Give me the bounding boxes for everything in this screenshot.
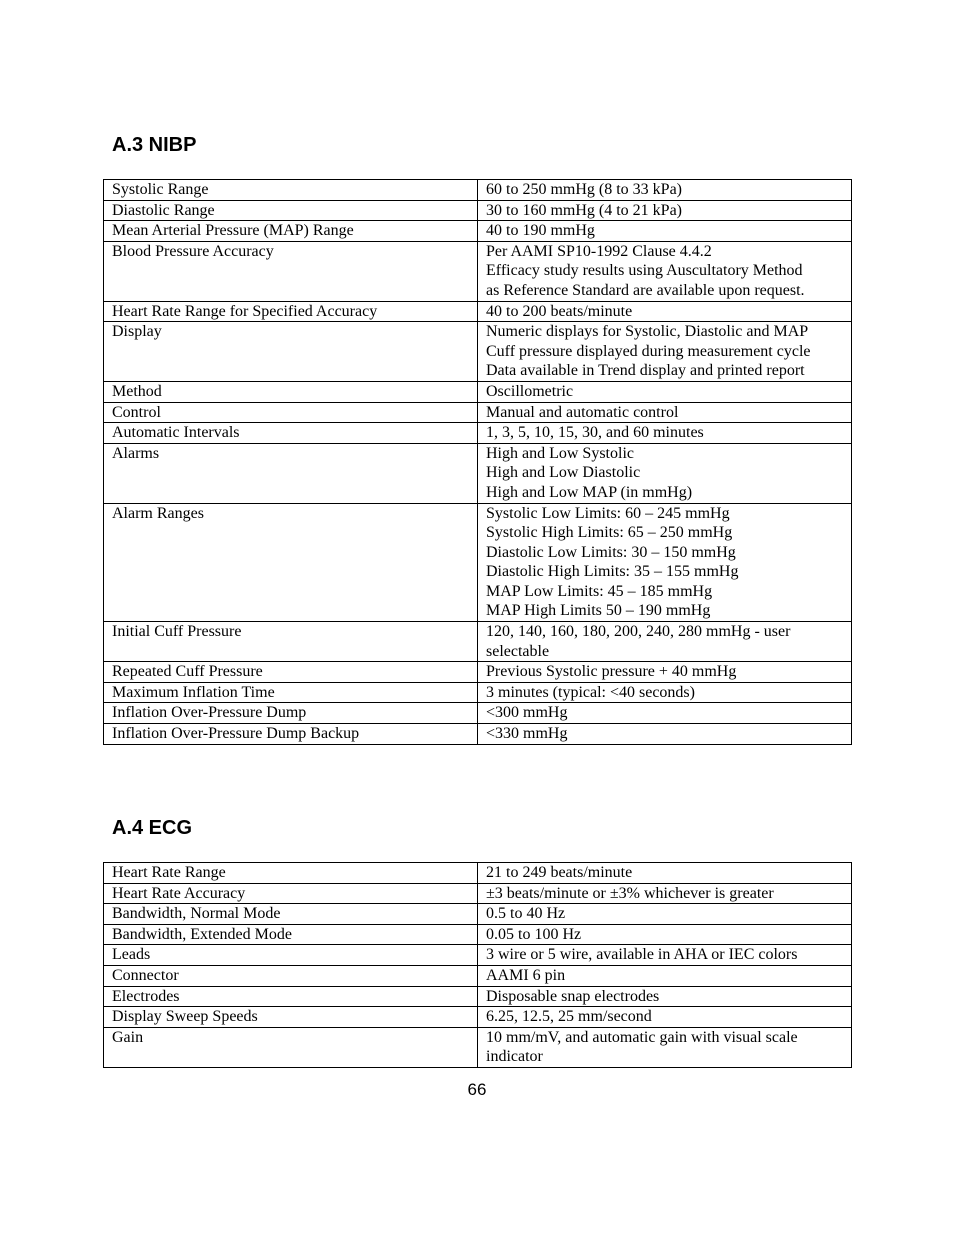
table-row — [104, 503, 852, 622]
spec-value — [478, 180, 852, 201]
spec-value-line: 1, 3, 5, 10, 15, 30, and 60 minutes — [486, 424, 704, 442]
spec-label: Heart Rate Range — [104, 863, 478, 884]
spec-label: Electrodes — [104, 986, 478, 1007]
spec-value-line: 0.5 to 40 Hz — [486, 905, 566, 923]
spec-value-line: Numeric displays for Systolic, Diastolic and MAP — [486, 323, 809, 341]
spec-value-line: Per AAMI SP10-1992 Clause 4.4.2 — [486, 242, 712, 260]
spec-label: Heart Rate Range for Specified Accuracy — [104, 301, 478, 322]
spec-value — [478, 904, 852, 925]
table-row — [104, 180, 852, 201]
spec-value — [478, 682, 852, 703]
table-row — [104, 301, 852, 322]
spec-value-line: 40 to 190 mmHg — [486, 222, 595, 240]
table-row — [104, 662, 852, 683]
table-row — [104, 1027, 852, 1067]
ecg-spec-table-body — [104, 863, 852, 1068]
spec-value-line: High and Low Diastolic — [486, 464, 641, 482]
spec-value-line: selectable — [486, 642, 550, 660]
spec-label: Systolic Range — [104, 180, 478, 201]
spec-label: Blood Pressure Accuracy — [104, 241, 478, 301]
spec-label: Alarm Ranges — [104, 503, 478, 622]
spec-value-line: 10 mm/mV, and automatic gain with visual scale — [486, 1028, 798, 1046]
spec-value-line: 60 to 250 mmHg (8 to 33 kPa) — [486, 181, 682, 198]
table-row — [104, 200, 852, 221]
table-row — [104, 965, 852, 986]
spec-value-line: Systolic Low Limits: 60 – 245 mmHg — [486, 504, 730, 522]
spec-value — [478, 200, 852, 221]
spec-value — [478, 322, 852, 382]
spec-label: Automatic Intervals — [104, 423, 478, 444]
spec-label: Bandwidth, Extended Mode — [104, 924, 478, 945]
spec-value-line: AAMI 6 pin — [486, 966, 566, 984]
spec-value-line: 3 wire or 5 wire, available in AHA or IEC colors — [486, 946, 798, 964]
table-row — [104, 622, 852, 662]
spec-label: Diastolic Range — [104, 200, 478, 221]
spec-value-line: MAP Low Limits: 45 – 185 mmHg — [486, 582, 713, 600]
spec-value-line: 40 to 200 beats/minute — [486, 302, 633, 320]
spec-value-line: High and Low MAP (in mmHg) — [486, 483, 693, 501]
spec-value — [478, 924, 852, 945]
spec-label: Initial Cuff Pressure — [104, 622, 478, 662]
spec-value — [478, 724, 852, 745]
spec-label: Control — [104, 402, 478, 423]
table-row — [104, 402, 852, 423]
spec-value-line: Diastolic High Limits: 35 – 155 mmHg — [486, 563, 739, 581]
spec-value-line: 30 to 160 mmHg (4 to 21 kPa) — [486, 201, 682, 219]
spec-label: Display — [104, 322, 478, 382]
table-row — [104, 221, 852, 242]
spec-label: Gain — [104, 1027, 478, 1067]
spec-value-line: 120, 140, 160, 180, 200, 240, 280 mmHg - user — [486, 623, 791, 641]
spec-value-line: Data available in Trend display and printed report — [486, 362, 805, 380]
spec-label: Display Sweep Speeds — [104, 1007, 478, 1028]
spec-value — [478, 883, 852, 904]
table-row — [104, 443, 852, 503]
table-row — [104, 682, 852, 703]
spec-value — [478, 622, 852, 662]
spec-value — [478, 301, 852, 322]
spec-value-line: 6.25, 12.5, 25 mm/second — [486, 1008, 652, 1026]
table-row — [104, 986, 852, 1007]
spec-value — [478, 965, 852, 986]
spec-label: Inflation Over-Pressure Dump — [104, 703, 478, 724]
spec-value-line: Oscillometric — [486, 382, 574, 400]
spec-value-line: 3 minutes (typical: <40 seconds) — [486, 683, 695, 701]
nibp-spec-table — [103, 179, 852, 745]
table-row — [104, 381, 852, 402]
table-row — [104, 322, 852, 382]
table-row — [104, 924, 852, 945]
spec-value — [478, 503, 852, 622]
spec-value-line: <330 mmHg — [486, 725, 568, 743]
spec-value — [478, 381, 852, 402]
spec-value-line: MAP High Limits 50 – 190 mmHg — [486, 602, 711, 620]
spec-value-line: Efficacy study results using Auscultatory Method — [486, 262, 803, 280]
spec-value — [478, 703, 852, 724]
nibp-spec-table-body — [104, 180, 852, 745]
spec-label: Leads — [104, 945, 478, 966]
spec-value — [478, 1027, 852, 1067]
section-heading-nibp: A.3 NIBP — [112, 134, 197, 156]
spec-label: Mean Arterial Pressure (MAP) Range — [104, 221, 478, 242]
table-row — [104, 883, 852, 904]
ecg-spec-table — [103, 862, 852, 1068]
spec-value-line: Diastolic Low Limits: 30 – 150 mmHg — [486, 543, 736, 561]
spec-value-line: Systolic High Limits: 65 – 250 mmHg — [486, 524, 733, 542]
table-row — [104, 945, 852, 966]
spec-label: Heart Rate Accuracy — [104, 883, 478, 904]
spec-value-line: ±3 beats/minute or ±3% whichever is greater — [486, 884, 774, 902]
table-row — [104, 703, 852, 724]
spec-value — [478, 662, 852, 683]
spec-value — [478, 1007, 852, 1028]
spec-value-line: Cuff pressure displayed during measurement cycle — [486, 342, 811, 360]
spec-label: Repeated Cuff Pressure — [104, 662, 478, 683]
table-row — [104, 423, 852, 444]
spec-label: Alarms — [104, 443, 478, 503]
table-row — [104, 241, 852, 301]
spec-value-line: High and Low Systolic — [486, 444, 634, 462]
spec-value — [478, 945, 852, 966]
spec-value — [478, 221, 852, 242]
spec-value — [478, 863, 852, 884]
spec-label: Connector — [104, 965, 478, 986]
spec-value-line: indicator — [486, 1048, 543, 1066]
spec-value-line: Previous Systolic pressure + 40 mmHg — [486, 663, 737, 681]
spec-value-line: <300 mmHg — [486, 704, 568, 722]
page-number: 66 — [467, 1080, 487, 1099]
table-row — [104, 1007, 852, 1028]
spec-value-line: Disposable snap electrodes — [486, 987, 660, 1005]
spec-value-line: 21 to 249 beats/minute — [486, 864, 633, 881]
table-row — [104, 904, 852, 925]
spec-value — [478, 402, 852, 423]
section-heading-ecg: A.4 ECG — [112, 817, 193, 839]
spec-label: Method — [104, 381, 478, 402]
spec-label: Bandwidth, Normal Mode — [104, 904, 478, 925]
spec-value-line: Manual and automatic control — [486, 403, 679, 421]
spec-value — [478, 986, 852, 1007]
spec-value — [478, 241, 852, 301]
spec-label: Inflation Over-Pressure Dump Backup — [104, 724, 478, 745]
spec-value-line: 0.05 to 100 Hz — [486, 925, 582, 943]
spec-value — [478, 423, 852, 444]
spec-value-line: as Reference Standard are available upon request. — [486, 281, 805, 299]
table-row — [104, 724, 852, 745]
spec-value — [478, 443, 852, 503]
table-row — [104, 863, 852, 884]
spec-label: Maximum Inflation Time — [104, 682, 478, 703]
